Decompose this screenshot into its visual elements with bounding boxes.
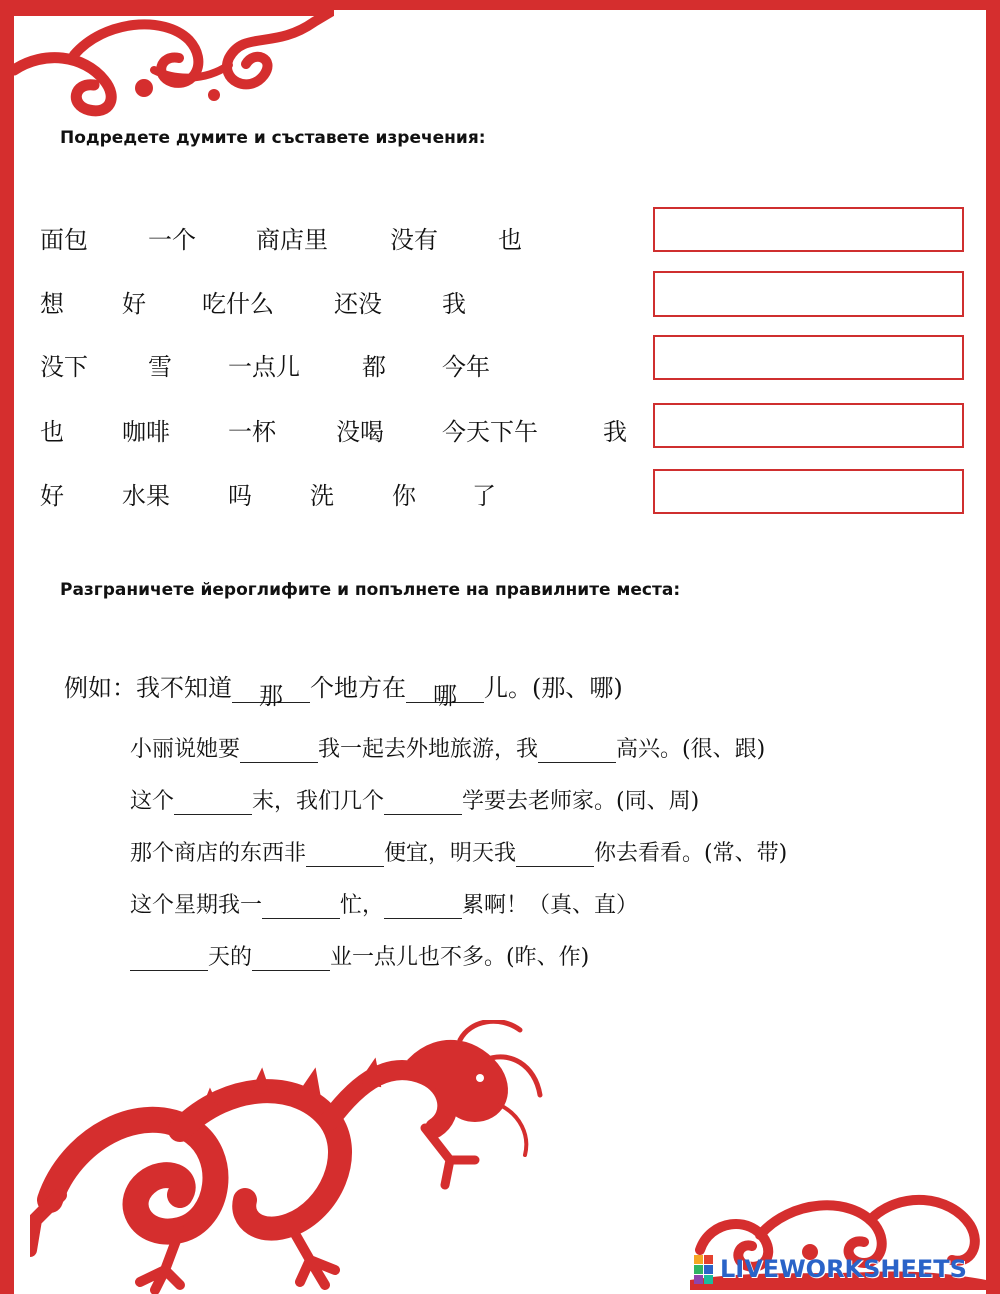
word-row [40,214,640,254]
word: 今天下午 [442,418,538,446]
fill-blank[interactable] [262,892,340,919]
word: 也 [40,418,64,446]
fill-text: 学要去老师家。(同、周) [462,789,700,814]
example-text: 儿。(那、哪) [484,674,623,702]
example-label: 例如： [64,674,136,702]
word: 都 [362,353,386,381]
word: 也 [498,226,522,254]
fill-blank[interactable] [384,892,462,919]
fill-blank[interactable] [516,840,594,867]
word: 没下 [40,353,88,381]
word: 雪 [148,353,172,381]
fill-blank[interactable] [252,944,330,971]
example-blank: 哪 [406,676,484,703]
fill-text: 那个商店的东西非 [130,841,307,866]
logo-mark-icon [694,1255,714,1283]
word: 水果 [122,482,170,510]
word: 洗 [310,482,334,510]
fill-blank[interactable] [130,944,208,971]
fill-text: 你去看看。(常、带) [594,841,788,866]
word: 没有 [390,226,438,254]
word: 你 [392,482,416,510]
answer-box-2[interactable] [653,271,964,317]
word: 吃什么 [202,290,274,318]
example-line [64,668,623,710]
fill-line-1 [130,732,765,763]
word: 一点儿 [228,353,300,381]
fill-blank[interactable] [174,788,252,815]
logo-text: LIVEWORKSHEETS [720,1255,967,1283]
word-row [40,278,640,318]
fill-blank[interactable] [306,840,384,867]
word: 吗 [228,482,252,510]
fill-text: 累啊！（真、直） [462,893,639,918]
fill-blank[interactable] [240,736,318,763]
word-row [40,470,640,510]
example-text: 我不知道 [136,674,232,702]
fill-text: 高兴。(很、跟) [616,737,766,762]
dragon-illustration [30,1020,550,1294]
example-text: 个地方在 [310,674,406,702]
word: 好 [40,482,64,510]
fill-text: 这个 [130,789,175,814]
word: 还没 [334,290,382,318]
fill-line-5 [130,940,589,971]
fill-text: 业一点儿也不多。(昨、作) [330,945,590,970]
fill-blank[interactable] [538,736,616,763]
cloud-ornament-top-left [14,10,334,120]
fill-blank[interactable] [384,788,462,815]
fill-text: 天的 [208,945,253,970]
fill-text: 忙， [340,893,385,918]
section2-title: Разграничете йероглифите и попълнете на правилните места: [60,580,681,600]
word: 想 [40,290,64,318]
liveworksheets-logo [694,1252,967,1286]
example-blank: 那 [232,676,310,703]
fill-text: 便宜，明天我 [384,841,517,866]
word: 我 [603,418,627,446]
fill-line-4 [130,888,638,919]
fill-text: 小丽说她要 [130,737,241,762]
fill-text: 我一起去外地旅游，我 [318,737,539,762]
word: 我 [442,290,466,318]
section1-title: Подредете думите и съставете изречения: [60,128,486,148]
fill-text: 末，我们几个 [252,789,385,814]
word: 没喝 [336,418,384,446]
answer-box-3[interactable] [653,335,964,380]
word: 一杯 [228,418,276,446]
answer-box-4[interactable] [653,403,964,448]
fill-line-2 [130,784,699,815]
word: 了 [472,482,496,510]
answer-box-1[interactable] [653,207,964,252]
answer-box-5[interactable] [653,469,964,514]
word: 面包 [40,226,88,254]
word: 好 [122,290,146,318]
fill-line-3 [130,836,787,867]
word: 一个 [148,226,196,254]
word-row [40,406,640,446]
fill-text: 这个星期我一 [130,893,263,918]
word: 商店里 [256,226,328,254]
word: 咖啡 [122,418,170,446]
word: 今年 [442,353,490,381]
word-row [40,341,640,381]
